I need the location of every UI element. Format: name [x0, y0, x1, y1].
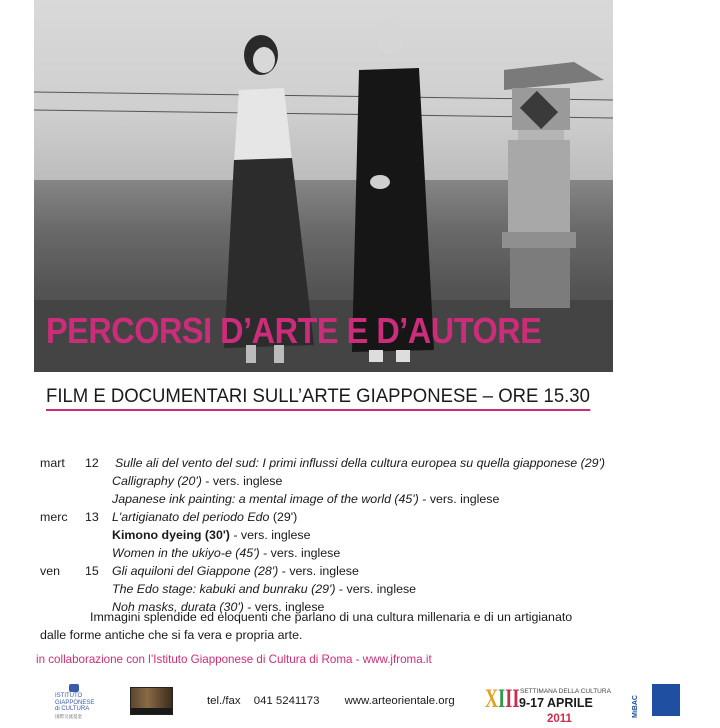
tel-label: tel./fax: [207, 695, 241, 707]
schedule-row: [40, 508, 700, 526]
settimana-year: 2011: [547, 713, 572, 725]
dvd-cover-thumbnail: [130, 687, 173, 715]
schedule-date: 13: [85, 510, 99, 524]
film-entry: [112, 508, 297, 526]
schedule-date: 15: [85, 564, 99, 578]
film-title: Noh masks, durata (30'): [112, 600, 244, 614]
film-entry: [112, 472, 282, 490]
film-note: - vers. inglese: [278, 564, 359, 578]
poster-subtitle: FILM E DOCUMENTARI SULL’ARTE GIAPPONESE – ORE 15.30: [46, 385, 590, 411]
description-line: Immagini splendide ed eloquenti che parlano di una cultura millenaria e di un artigianato: [90, 610, 573, 624]
film-entry: [112, 490, 499, 508]
film-entry: [112, 526, 311, 544]
mibac-label: MiBAC: [632, 695, 639, 718]
settimana-numeral: XIII: [485, 684, 520, 713]
istituto-logo-line: di CULTURA: [55, 706, 90, 712]
schedule-row: [40, 526, 700, 544]
footer: [0, 678, 720, 728]
settimana-cultura-logo: [485, 682, 610, 726]
film-entry: [112, 580, 416, 598]
film-entry: [112, 562, 359, 580]
film-title: Japanese ink painting: a mental image of the world (45'): [112, 492, 419, 506]
schedule-row: [40, 472, 700, 490]
film-entry: [112, 544, 340, 562]
schedule-row: [40, 490, 700, 508]
film-note: - vers. inglese: [243, 600, 325, 614]
istituto-logo-line: ISTITUTO: [55, 693, 83, 699]
settimana-dates: 9-17 APRILE: [519, 696, 593, 710]
film-title: Sulle ali del vento del sud: I primi influssi della cultura europea su quella giapponese (29'): [115, 456, 606, 470]
schedule-day: merc: [40, 510, 68, 524]
schedule-row: [40, 544, 700, 562]
mibac-logo-icon: [652, 684, 680, 716]
istituto-logo-kanji: 国際交流基金: [55, 713, 82, 719]
film-note: (29'): [269, 510, 298, 524]
film-title: Women in the ukiyo-e (45'): [112, 546, 260, 560]
poster-title: PERCORSI D’ARTE E D’AUTORE: [46, 310, 542, 351]
film-schedule: [40, 454, 700, 616]
contact-info: [207, 695, 455, 707]
film-note: - vers. inglese: [335, 582, 417, 596]
film-title: The Edo stage: kabuki and bunraku (29'): [112, 582, 336, 596]
film-note: - vers. inglese: [418, 492, 500, 506]
film-entry: [115, 454, 605, 472]
tel-number: 041 5241173: [253, 695, 320, 707]
settimana-label: SETTIMANA DELLA CULTURA: [520, 688, 611, 695]
film-title: Kimono dyeing (30'): [112, 528, 230, 542]
film-note: - vers. inglese: [229, 528, 311, 542]
schedule-day: ven: [40, 564, 60, 578]
description: [40, 608, 690, 644]
film-title: Calligraphy (20'): [112, 474, 202, 488]
film-title: L'artigianato del periodo Edo: [112, 510, 270, 524]
istituto-logo-line: GIAPPONESE: [55, 699, 95, 706]
dvd-cover-caption-bar: [131, 708, 172, 714]
istituto-logo-icon: [69, 684, 79, 692]
schedule-date: 12: [85, 456, 99, 470]
film-title: Gli aquiloni del Giappone (28'): [112, 564, 279, 578]
schedule-day: mart: [40, 456, 65, 470]
schedule-row: [40, 580, 700, 598]
website-link[interactable]: www.arteorientale.org: [344, 695, 455, 707]
schedule-row: [40, 562, 700, 580]
description-line: dalle forme antiche che si fa vera e propria arte.: [40, 628, 303, 642]
film-note: - vers. inglese: [259, 546, 341, 560]
film-note: - vers. inglese: [201, 474, 283, 488]
schedule-row: [40, 454, 700, 472]
collaboration-credit: in collaborazione con l’Istituto Giapponese di Cultura di Roma - www.jfroma.it: [36, 653, 432, 666]
istituto-giapponese-logo: [55, 684, 115, 724]
